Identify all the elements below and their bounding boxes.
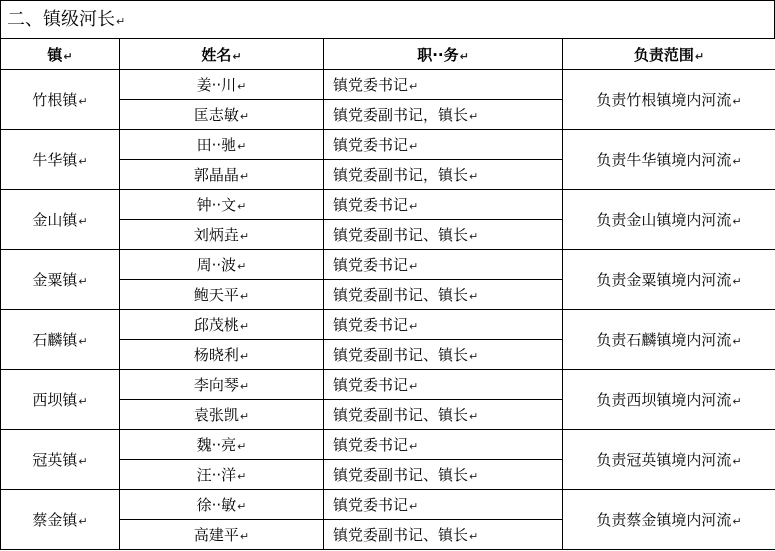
- name-cell: [120, 370, 324, 400]
- paragraph-mark: ↵: [78, 455, 88, 468]
- name-cell-text: 魏··亮: [196, 436, 237, 454]
- title-cell: [324, 160, 563, 190]
- scope-cell: [563, 310, 775, 370]
- paragraph-mark: ↵: [409, 200, 419, 213]
- name-cell-text: 周··波: [196, 256, 237, 274]
- scope-cell: [563, 430, 775, 490]
- town-cell-text: 金山镇: [32, 211, 78, 229]
- name-cell-text: 汪··洋: [196, 466, 237, 484]
- paragraph-mark: ↵: [409, 140, 419, 153]
- paragraph-mark: ↵: [409, 80, 419, 93]
- name-cell: [120, 160, 324, 190]
- paragraph-mark: ↵: [239, 410, 250, 423]
- title-cell-text: 镇党委书记: [333, 316, 409, 334]
- paragraph-mark: ↵: [239, 530, 250, 543]
- scope-cell-text: 负责金粟镇境内河流: [596, 271, 732, 289]
- scope-cell-text: 负责牛华镇境内河流: [596, 151, 732, 169]
- paragraph-mark: ↵: [469, 530, 479, 543]
- town-cell-text: 竹根镇: [32, 91, 78, 109]
- scope-cell-text: 负责石麟镇境内河流: [596, 331, 732, 349]
- paragraph-mark: ↵: [239, 170, 250, 183]
- name-cell: [120, 190, 324, 220]
- name-cell: [120, 250, 324, 280]
- name-cell: [120, 100, 324, 130]
- name-cell: [120, 130, 324, 160]
- town-cell-text: 蔡金镇: [32, 511, 78, 529]
- title-cell: [324, 430, 563, 460]
- table-row: [1, 370, 775, 400]
- name-cell: [120, 460, 324, 490]
- title-cell: [324, 520, 563, 550]
- name-cell-text: 田··驰: [196, 136, 237, 154]
- paragraph-mark: ↵: [78, 95, 88, 108]
- scope-cell-text: 负责竹根镇境内河流: [596, 91, 732, 109]
- town-cell: [1, 70, 120, 130]
- paragraph-mark: ↵: [469, 290, 479, 303]
- paragraph-mark: ↵: [732, 515, 742, 528]
- paragraph-mark: ↵: [237, 80, 247, 93]
- title-cell-text: 镇党委副书记、镇长: [333, 466, 469, 484]
- paragraph-mark: ↵: [78, 335, 88, 348]
- river-chief-table: [0, 38, 775, 550]
- title-cell-text: 镇党委副书记，镇长: [333, 106, 469, 124]
- title-cell: [324, 460, 563, 490]
- paragraph-mark: ↵: [469, 350, 479, 363]
- town-cell-text: 冠英镇: [32, 451, 78, 469]
- scope-cell-text: 负责西坝镇境内河流: [596, 391, 732, 409]
- paragraph-mark: ↵: [409, 260, 419, 273]
- title-cell-text: 镇党委书记: [333, 136, 409, 154]
- table-body: [1, 70, 775, 550]
- title-cell-text: 镇党委书记: [333, 436, 409, 454]
- paragraph-mark: ↵: [469, 110, 479, 123]
- title-cell-text: 镇党委副书记、镇长: [333, 526, 469, 544]
- table-row: [1, 490, 775, 520]
- scope-cell-text: 负责金山镇境内河流: [596, 211, 732, 229]
- title-cell-text: 镇党委副书记、镇长: [333, 406, 469, 424]
- name-cell-text: 徐··敏: [196, 496, 237, 514]
- title-cell-text: 镇党委副书记、镇长: [333, 286, 469, 304]
- paragraph-mark: ↵: [237, 200, 247, 213]
- name-cell-text: 袁张凯: [193, 406, 239, 424]
- name-cell: [120, 430, 324, 460]
- title-cell-text: 镇党委书记: [333, 376, 409, 394]
- paragraph-mark: ↵: [732, 395, 742, 408]
- title-cell: [324, 100, 563, 130]
- town-cell-text: 西坝镇: [32, 391, 78, 409]
- town-cell: [1, 130, 120, 190]
- title-cell-text: 镇党委书记: [333, 76, 409, 94]
- title-cell-text: 镇党委书记: [333, 496, 409, 514]
- table-row: [1, 190, 775, 220]
- paragraph-mark: ↵: [239, 320, 250, 333]
- paragraph-mark: ↵: [732, 335, 742, 348]
- paragraph-mark: ↵: [732, 155, 742, 168]
- header-scope: 负责范围↵: [563, 39, 775, 70]
- paragraph-mark: ↵: [409, 320, 419, 333]
- scope-cell: [563, 130, 775, 190]
- title-cell: [324, 490, 563, 520]
- paragraph-mark: ↵: [78, 515, 88, 528]
- name-cell-text: 钟··文: [196, 196, 237, 214]
- town-cell: [1, 370, 120, 430]
- title-cell-text: 镇党委副书记，镇长: [333, 166, 469, 184]
- name-cell-text: 杨晓利: [193, 346, 239, 364]
- title-cell-text: 镇党委副书记、镇长: [333, 226, 469, 244]
- title-cell: [324, 400, 563, 430]
- paragraph-mark: ↵: [78, 275, 88, 288]
- table-row: [1, 250, 775, 280]
- table-row: [1, 70, 775, 100]
- paragraph-mark: ↵: [116, 15, 126, 28]
- paragraph-mark: ↵: [239, 380, 250, 393]
- paragraph-mark: ↵: [239, 290, 250, 303]
- town-cell-text: 金粟镇: [32, 271, 78, 289]
- name-cell: [120, 520, 324, 550]
- paragraph-mark: ↵: [237, 500, 247, 513]
- town-cell-text: 石麟镇: [32, 331, 78, 349]
- title-cell: [324, 340, 563, 370]
- title-cell: [324, 70, 563, 100]
- scope-cell: [563, 250, 775, 310]
- name-cell-text: 匡志敏: [193, 106, 239, 124]
- paragraph-mark: ↵: [409, 380, 419, 393]
- name-cell: [120, 340, 324, 370]
- name-cell-text: 李向琴: [193, 376, 239, 394]
- title-cell: [324, 130, 563, 160]
- paragraph-mark: ↵: [469, 470, 479, 483]
- paragraph-mark: ↵: [469, 230, 479, 243]
- name-cell: [120, 490, 324, 520]
- title-cell: [324, 220, 563, 250]
- name-cell-text: 刘炳垚: [193, 226, 239, 244]
- name-cell: [120, 310, 324, 340]
- title-cell: [324, 280, 563, 310]
- town-cell: [1, 430, 120, 490]
- title-cell-text: 镇党委书记: [333, 256, 409, 274]
- scope-cell: [563, 70, 775, 130]
- paragraph-mark: ↵: [469, 410, 479, 423]
- title-cell-text: 镇党委书记: [333, 196, 409, 214]
- table-row: [1, 310, 775, 340]
- town-cell-text: 牛华镇: [32, 151, 78, 169]
- paragraph-mark: ↵: [78, 155, 88, 168]
- section-heading-text: 二、镇级河长: [7, 9, 115, 30]
- paragraph-mark: ↵: [237, 440, 247, 453]
- paragraph-mark: ↵: [239, 350, 250, 363]
- name-cell: [120, 400, 324, 430]
- town-cell: [1, 250, 120, 310]
- title-cell: [324, 250, 563, 280]
- section-heading: [0, 0, 775, 38]
- paragraph-mark: ↵: [732, 95, 742, 108]
- table-row: [1, 430, 775, 460]
- scope-cell: [563, 190, 775, 250]
- town-cell: [1, 490, 120, 550]
- paragraph-mark: ↵: [237, 260, 247, 273]
- scope-cell: [563, 490, 775, 550]
- paragraph-mark: ↵: [409, 440, 419, 453]
- scope-cell: [563, 370, 775, 430]
- name-cell-text: 高建平: [193, 526, 239, 544]
- title-cell: [324, 190, 563, 220]
- paragraph-mark: ↵: [469, 170, 479, 183]
- name-cell-text: 鲍天平: [193, 286, 239, 304]
- paragraph-mark: ↵: [732, 455, 742, 468]
- paragraph-mark: ↵: [732, 275, 742, 288]
- name-cell-text: 邱茂桃: [193, 316, 239, 334]
- scope-cell-text: 负责蔡金镇境内河流: [596, 511, 732, 529]
- name-cell-text: 姜··川: [196, 76, 237, 94]
- paragraph-mark: ↵: [237, 470, 247, 483]
- paragraph-mark: ↵: [78, 395, 88, 408]
- title-cell: [324, 310, 563, 340]
- header-title: 职··务↵: [324, 39, 563, 70]
- town-cell: [1, 190, 120, 250]
- title-cell: [324, 370, 563, 400]
- paragraph-mark: ↵: [237, 140, 247, 153]
- paragraph-mark: ↵: [732, 215, 742, 228]
- paragraph-mark: ↵: [239, 110, 250, 123]
- name-cell: [120, 280, 324, 310]
- header-town: 镇↵: [1, 39, 120, 70]
- header-name: 姓名↵: [120, 39, 324, 70]
- title-cell-text: 镇党委副书记、镇长: [333, 346, 469, 364]
- paragraph-mark: ↵: [78, 215, 88, 228]
- paragraph-mark: ↵: [239, 230, 250, 243]
- table-row: [1, 130, 775, 160]
- name-cell-text: 郭晶晶: [193, 166, 239, 184]
- town-cell: [1, 310, 120, 370]
- paragraph-mark: ↵: [409, 500, 419, 513]
- scope-cell-text: 负责冠英镇境内河流: [596, 451, 732, 469]
- name-cell: [120, 220, 324, 250]
- name-cell: [120, 70, 324, 100]
- table-header-row: [1, 39, 775, 70]
